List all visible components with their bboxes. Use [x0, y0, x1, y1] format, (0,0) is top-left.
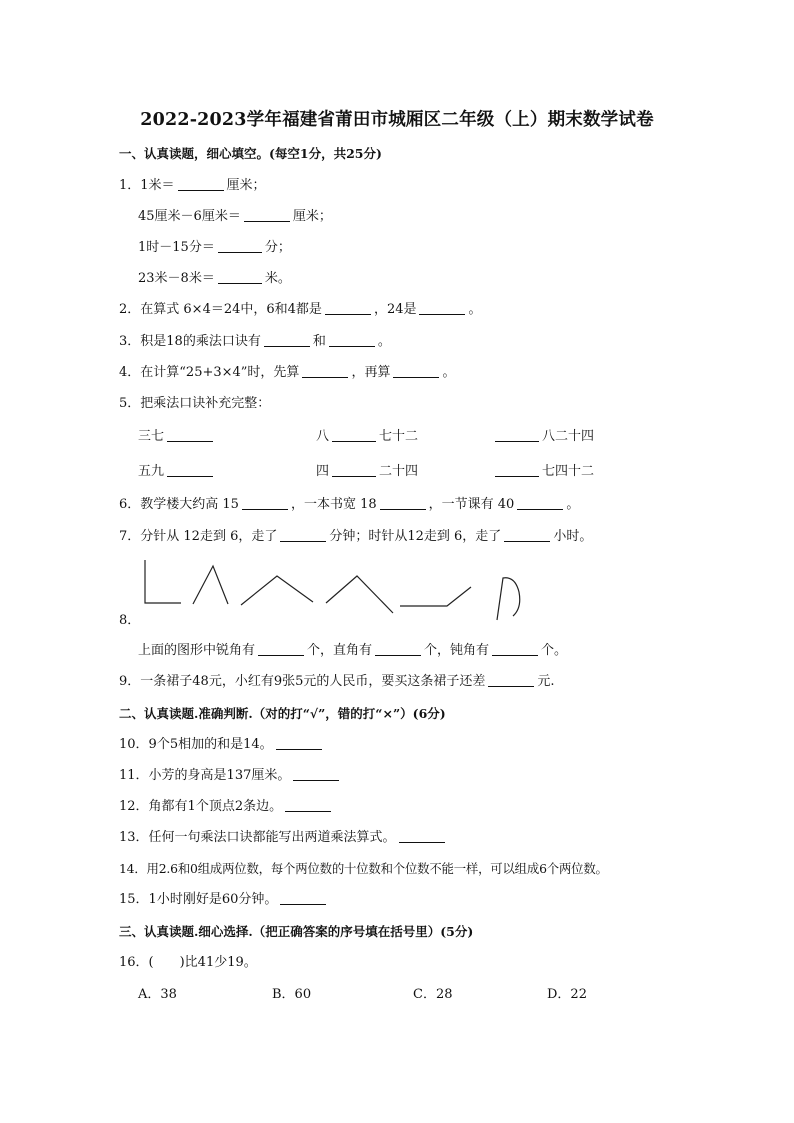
q5-r1c2-post: 七十二 [379, 429, 419, 444]
q4-text-b: ，再算 [351, 365, 391, 380]
answer-blank[interactable] [258, 642, 304, 656]
question-12 [119, 798, 334, 816]
figure-curve-not-angle [497, 578, 520, 620]
figure-right-angle [145, 560, 181, 603]
answer-blank[interactable] [329, 333, 375, 347]
q5-r2c2-pre: 四 [316, 464, 330, 479]
answer-blank[interactable] [280, 891, 326, 905]
answer-blank[interactable] [242, 496, 288, 510]
question-1d [138, 270, 291, 288]
answer-blank[interactable] [332, 463, 376, 477]
q10-text: 10．9个5相加的和是14。 [119, 737, 273, 752]
section-3-heading: 三、认真读题.细心选择.（把正确答案的序号填在括号里）(5分) [119, 924, 474, 939]
answer-blank[interactable] [280, 528, 326, 542]
q5-r2c2-post: 二十四 [379, 464, 419, 479]
q5-row2-col3 [495, 463, 594, 481]
answer-blank[interactable] [178, 177, 224, 191]
question-16: 16．( )比41少19。 [119, 955, 257, 970]
q8-text-c: 个，钝角有 [424, 643, 490, 658]
q1b-text: 45厘米－6厘米＝ [138, 209, 241, 224]
q8-text-b: 个，直角有 [307, 643, 373, 658]
q16-option-b[interactable]: B．60 [272, 987, 312, 1002]
question-5: 5．把乘法口诀补充完整： [119, 396, 271, 411]
answer-blank[interactable] [218, 239, 262, 253]
answer-blank[interactable] [492, 642, 538, 656]
q5-r2c3-text: 七四十二 [542, 464, 595, 479]
q16-option-a[interactable]: A．38 [138, 987, 177, 1002]
q1a-text: 1．1米＝ [119, 178, 175, 193]
q2-text-a: 2．在算式 6×4＝24中，6和4都是 [119, 302, 322, 317]
answer-blank[interactable] [264, 333, 310, 347]
q13-text: 13．任何一句乘法口诀都能写出两道乘法算式。 [119, 830, 396, 845]
answer-blank[interactable] [488, 673, 534, 687]
question-7 [119, 528, 592, 546]
answer-blank[interactable] [325, 301, 371, 315]
question-1c [138, 239, 291, 257]
q8-text-a: 上面的图形中锐角有 [138, 643, 256, 658]
answer-blank[interactable] [393, 364, 439, 378]
answer-blank[interactable] [399, 829, 445, 843]
q5-r2c1-text: 五九 [138, 464, 165, 479]
q16-option-c[interactable]: C．28 [413, 987, 453, 1002]
q3-text-a: 3．积是18的乘法口诀有 [119, 334, 261, 349]
q6-text-a: 6．教学楼大约高 15 [119, 497, 239, 512]
q4-text-c: 。 [442, 365, 456, 380]
q1d-text: 23米－8米＝ [138, 271, 215, 286]
q1a-unit: 厘米； [226, 178, 266, 193]
question-3 [119, 333, 391, 351]
q7-text-b: 分钟；时针从12走到 6，走了 [329, 529, 502, 544]
answer-blank[interactable] [293, 767, 339, 781]
answer-blank[interactable] [517, 496, 563, 510]
answer-blank[interactable] [167, 428, 213, 442]
question-11 [119, 767, 342, 785]
answer-blank[interactable] [302, 364, 348, 378]
q1b-unit: 厘米； [292, 209, 332, 224]
q7-text-a: 7．分针从 12走到 6，走了 [119, 529, 278, 544]
question-14: 14．用2.6和0组成两位数，每个两位数的十位数和个位数不能一样，可以组成6个两位数。 [119, 861, 608, 876]
answer-blank[interactable] [167, 463, 213, 477]
q16-option-d[interactable]: D．22 [547, 987, 587, 1002]
q3-text-b: 和 [312, 334, 326, 349]
q5-row2-col2 [316, 463, 418, 481]
q11-text: 11．小芳的身高是137厘米。 [119, 768, 291, 783]
figure-obtuse-angle-2 [326, 576, 393, 613]
q2-text-c: 。 [468, 302, 482, 317]
q5-r1c2-pre: 八 [316, 429, 330, 444]
q4-text-a: 4．在计算“25+3×4”时，先算 [119, 365, 300, 380]
q1c-text: 1时－15分＝ [138, 240, 215, 255]
answer-blank[interactable] [419, 301, 465, 315]
angle-figures [135, 554, 535, 626]
q7-text-c: 小时。 [553, 529, 593, 544]
answer-blank[interactable] [332, 428, 376, 442]
q1d-unit: 米。 [264, 271, 291, 286]
q12-text: 12．角都有1个顶点2条边。 [119, 799, 283, 814]
question-10 [119, 736, 325, 754]
question-1a [119, 177, 266, 195]
q9-text-b: 元. [537, 674, 555, 689]
q5-row1-col3 [495, 428, 594, 446]
question-6 [119, 496, 579, 514]
q5-r1c3-text: 八二十四 [542, 429, 595, 444]
figure-obtuse-angle-1 [241, 576, 313, 605]
answer-blank[interactable] [218, 270, 262, 284]
q6-text-d: 。 [566, 497, 580, 512]
answer-blank[interactable] [495, 428, 539, 442]
answer-blank[interactable] [285, 798, 331, 812]
figure-obtuse-angle-3 [400, 587, 471, 606]
q1c-unit: 分； [264, 240, 291, 255]
q6-text-c: ，一节课有 40 [428, 497, 515, 512]
question-15 [119, 891, 329, 909]
answer-blank[interactable] [276, 736, 322, 750]
question-9 [119, 673, 555, 691]
answer-blank[interactable] [380, 496, 426, 510]
answer-blank[interactable] [504, 528, 550, 542]
q2-text-b: ，24是 [373, 302, 417, 317]
answer-blank[interactable] [495, 463, 539, 477]
answer-blank[interactable] [244, 208, 290, 222]
q5-row2-col1 [138, 463, 216, 481]
q5-row1-col1 [138, 428, 216, 446]
question-1b [138, 208, 332, 226]
question-8 [138, 642, 567, 660]
question-4 [119, 364, 455, 382]
q5-r1c1-text: 三七 [138, 429, 165, 444]
question-13 [119, 829, 448, 847]
section-2-heading: 二、认真读题.准确判断.（对的打“√”，错的打“×”）(6分) [119, 706, 446, 721]
q5-row1-col2 [316, 428, 418, 446]
q8-text-d: 个。 [541, 643, 568, 658]
question-8-number: 8． [119, 613, 141, 628]
q6-text-b: ，一本书宽 18 [290, 497, 377, 512]
answer-blank[interactable] [375, 642, 421, 656]
exam-title: 2022-2023学年福建省莆田市城厢区二年级（上）期末数学试卷 [140, 110, 654, 130]
section-1-heading: 一、认真读题，细心填空。(每空1分，共25分) [119, 146, 382, 161]
figure-acute-angle [193, 566, 228, 604]
q9-text-a: 9．一条裙子48元，小红有9张5元的人民币，要买这条裙子还差 [119, 674, 486, 689]
q3-text-c: 。 [377, 334, 391, 349]
question-2 [119, 301, 482, 319]
q15-text: 15．1小时刚好是60分钟。 [119, 892, 278, 907]
